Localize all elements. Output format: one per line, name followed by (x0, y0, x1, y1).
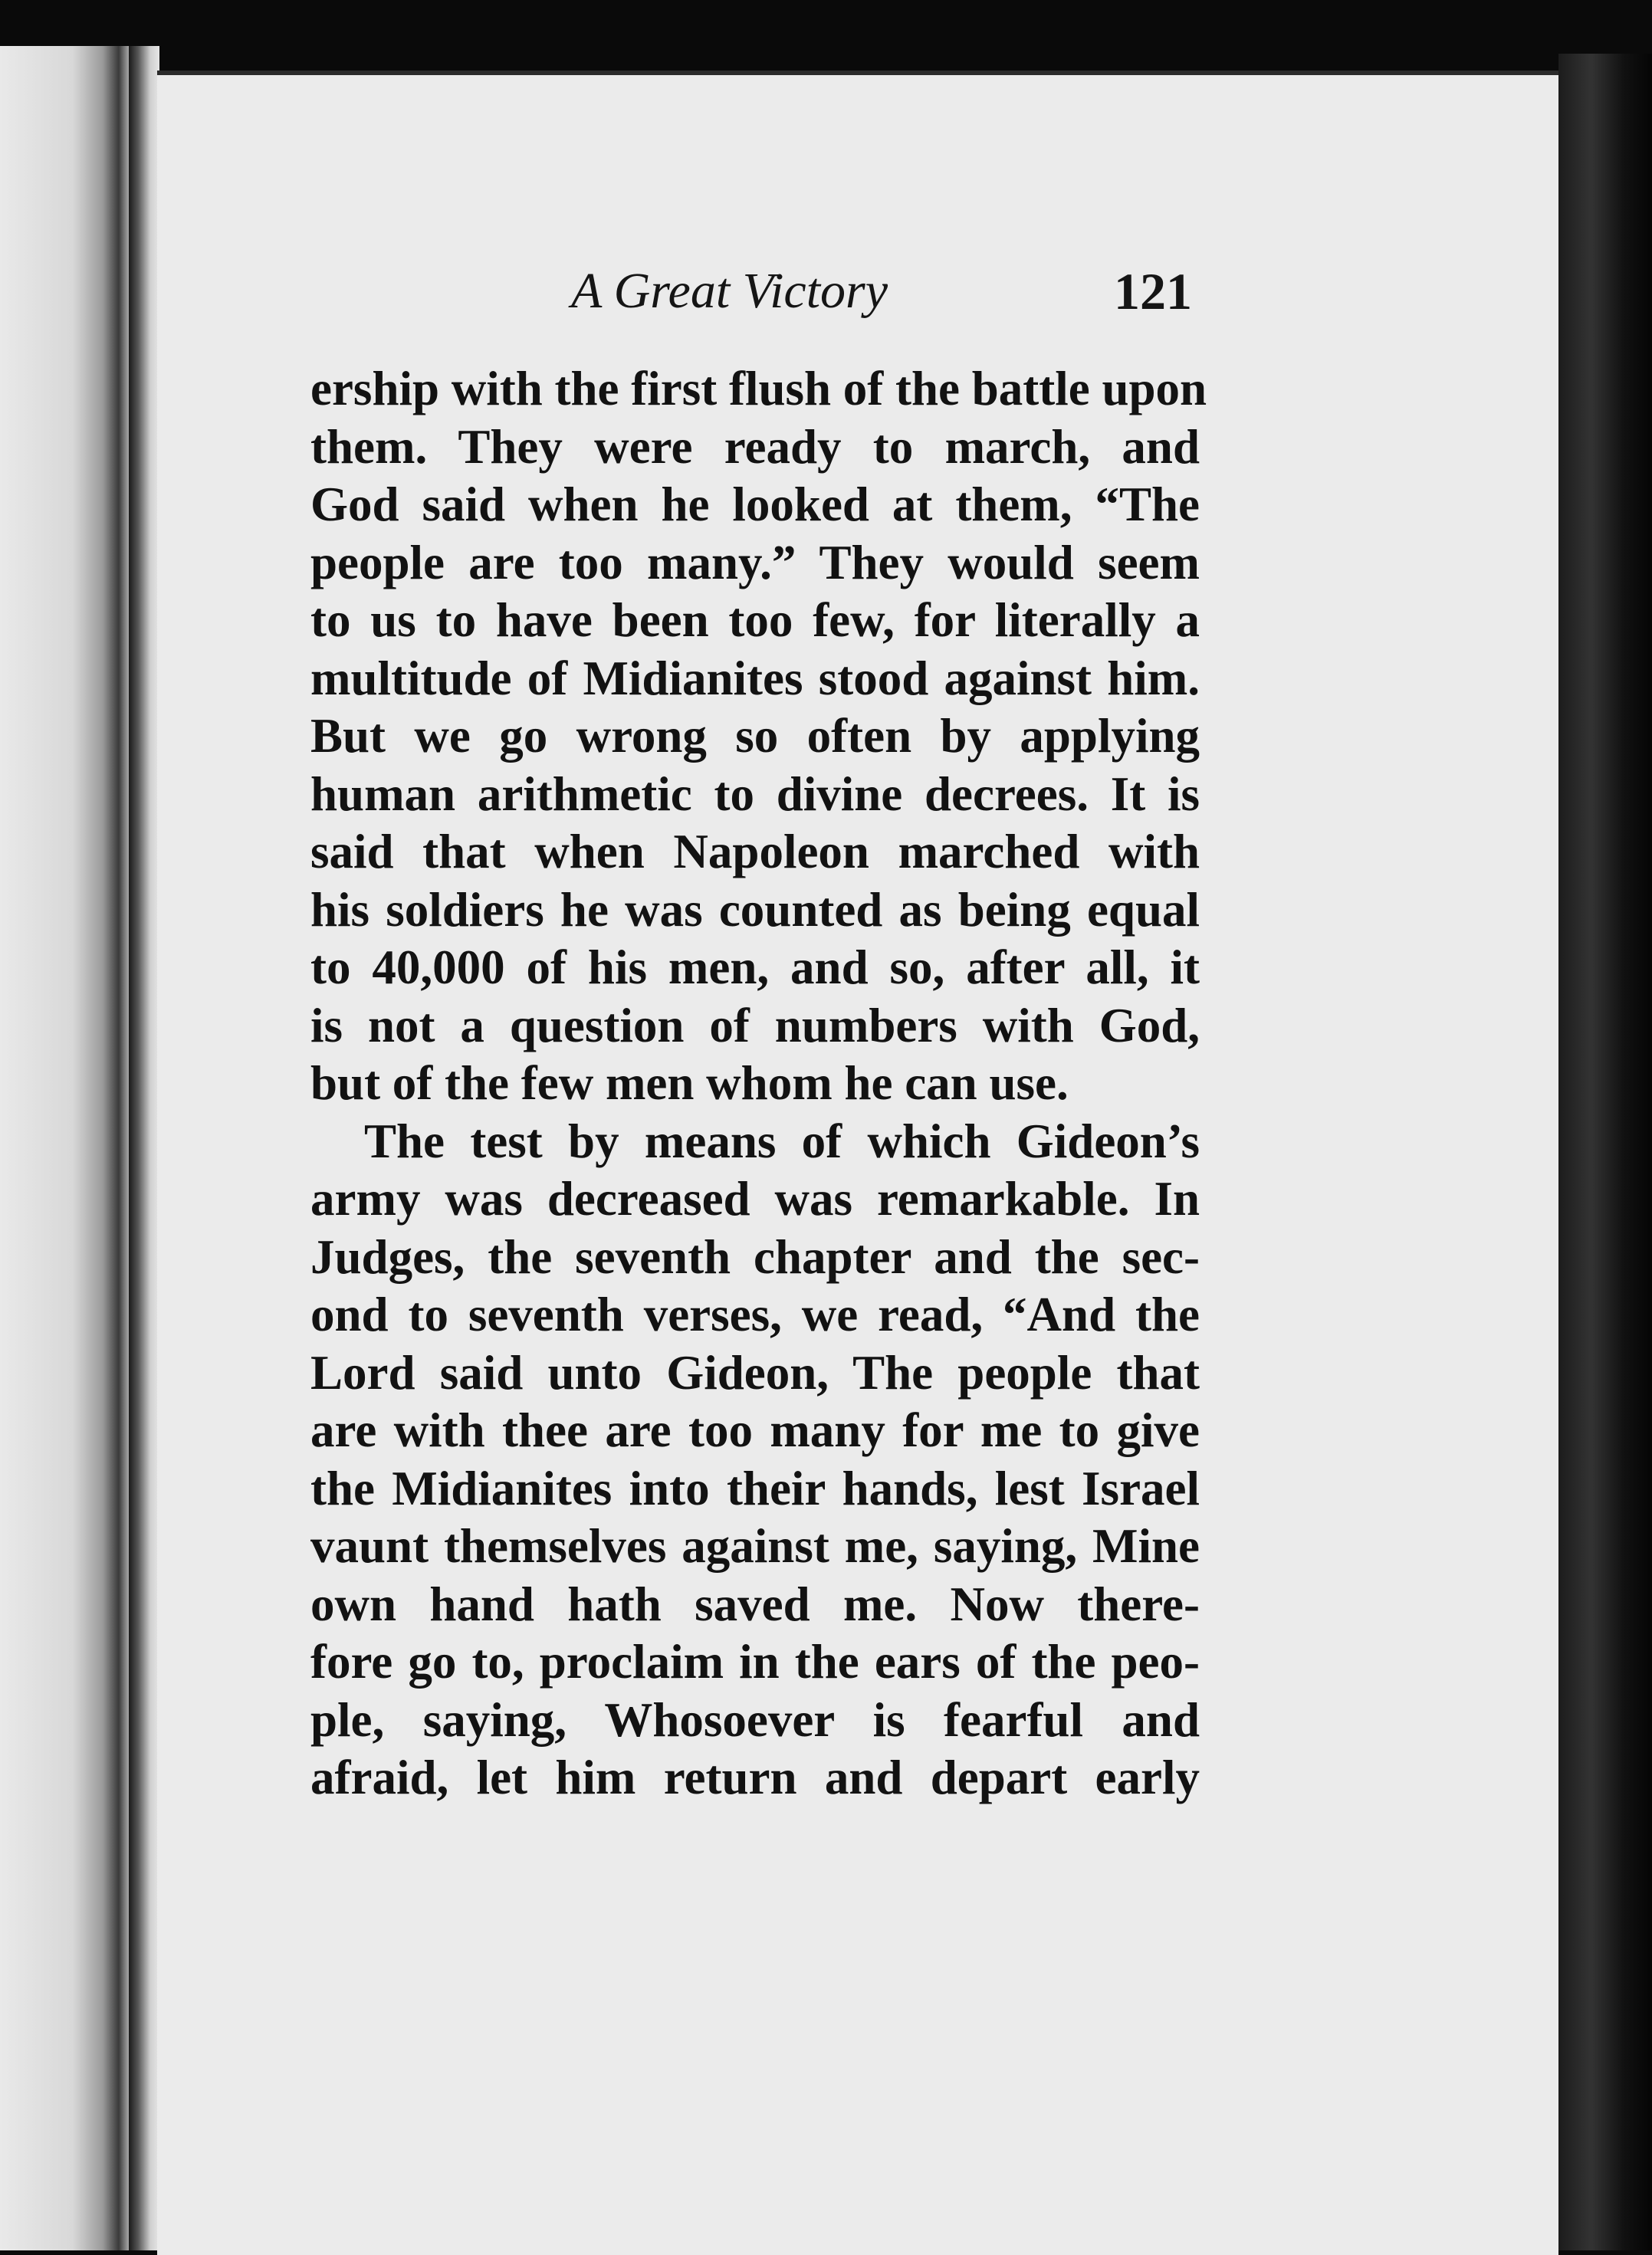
text-line: them. They were ready to march, and (310, 419, 1200, 474)
text-line: The test by means of which Gideon’s (364, 1114, 1200, 1168)
text-line: said that when Napoleon marched with (310, 825, 1200, 878)
text-line: to us to have been too few, for literally a (310, 593, 1200, 647)
body-text (310, 360, 1207, 1807)
text-line: multitude of Midianites stood against him. (310, 651, 1200, 705)
text-line: to 40,000 of his men, and so, after all, it (310, 940, 1200, 994)
page-number: 121 (1114, 262, 1192, 320)
text-line: are with thee are too many for me to give (310, 1403, 1200, 1457)
book-spine-shadow (129, 46, 159, 2250)
text-line: own hand hath saved me. Now there- (310, 1577, 1200, 1631)
text-line: God said when he looked at them, “The (310, 478, 1200, 531)
running-title: A Great Victory (571, 263, 888, 319)
text-line: human arithmetic to divine decrees. It is (310, 766, 1200, 821)
text-line: fore go to, proclaim in the ears of the peo- (310, 1635, 1200, 1689)
facing-page-edge (0, 46, 132, 2250)
page-header (310, 253, 1192, 330)
book-cover-edge (1558, 54, 1652, 2250)
text-line: is not a question of numbers with God, (310, 998, 1200, 1052)
paragraph (310, 360, 1207, 1113)
text-line: army was decreased was remarkable. In (310, 1172, 1200, 1226)
text-line: his soldiers he was counted as being equal (310, 882, 1200, 937)
text-line: people are too many.” They would seem (310, 535, 1200, 589)
text-line: the Midianites into their hands, lest Israel (310, 1461, 1200, 1515)
text-line: ond to seventh verses, we read, “And the (310, 1288, 1200, 1341)
text-line: ple, saying, Whosoever is fearful and (310, 1692, 1200, 1747)
text-line: ership with the first flush of the battle upon (310, 362, 1207, 415)
text-line: vaunt themselves against me, saying, Mine (310, 1519, 1200, 1573)
text-line: afraid, let him return and depart early (310, 1751, 1200, 1804)
text-line: Judges, the seventh chapter and the sec- (310, 1229, 1200, 1284)
text-line: But we go wrong so often by applying (310, 709, 1200, 763)
text-line: but of the few men whom he can use. (310, 1056, 1069, 1110)
paragraph (310, 1113, 1200, 1807)
text-line: Lord said unto Gideon, The people that (310, 1345, 1200, 1400)
